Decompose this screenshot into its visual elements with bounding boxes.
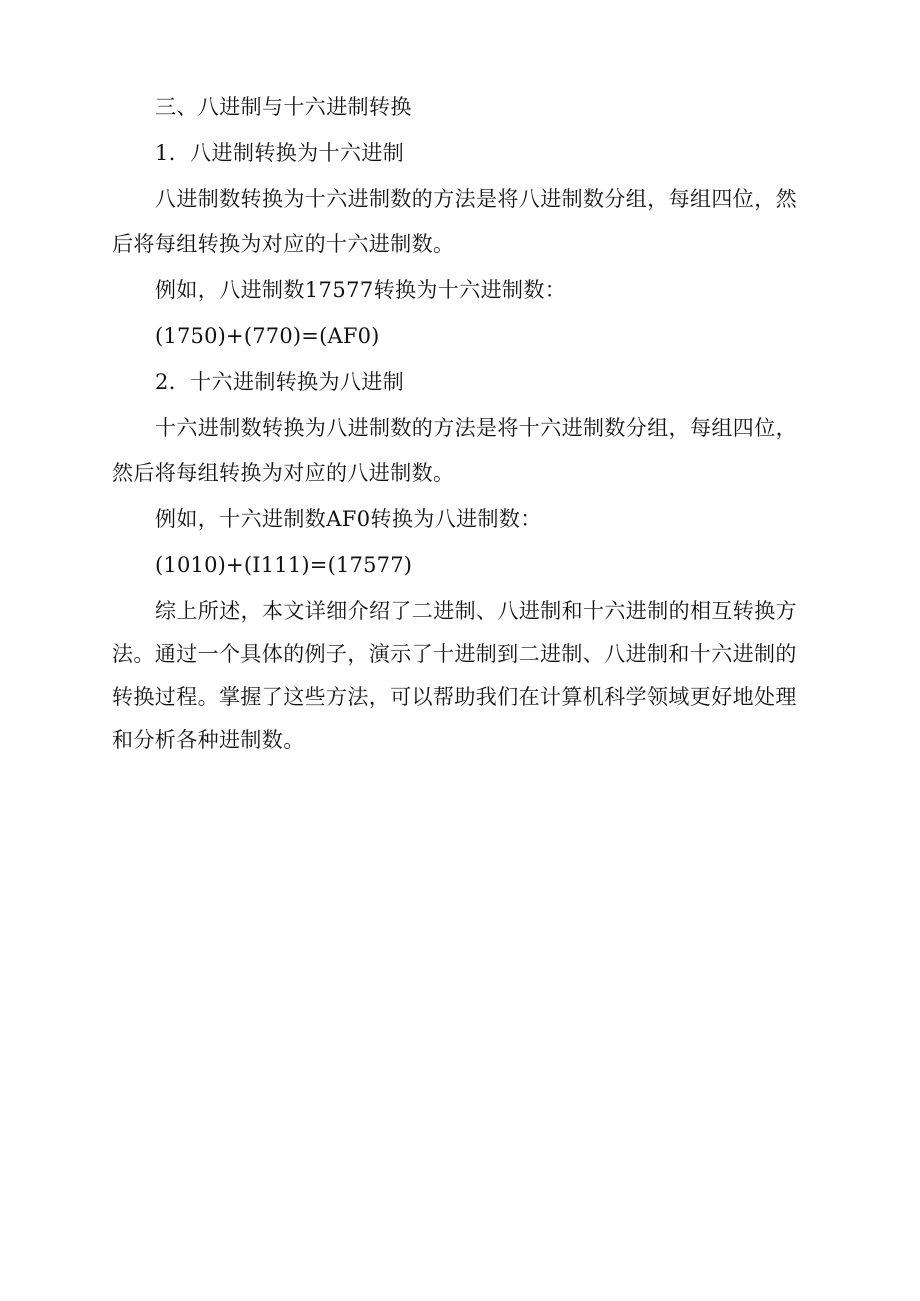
section-heading: 三、八进制与十六进制转换 [155, 95, 412, 119]
subsection-1-paragraph-line-2: 后将每组转换为对应的十六进制数。 [112, 232, 455, 256]
subsection-1-formula: (1750)+(770)=(AF0) [155, 324, 380, 348]
subsection-2-paragraph-line-1: 十六进制数转换为八进制数的方法是将十六进制数分组，每组四位， [155, 416, 797, 440]
subsection-1-example: 例如，八进制数17577转换为十六进制数： [155, 278, 567, 302]
document-content [112, 92, 812, 771]
conclusion-paragraph [112, 596, 812, 756]
subsection-1-paragraph-line-1: 八进制数转换为十六进制数的方法是将八进制数分组，每组四位，然 [155, 187, 797, 211]
subsection-2-example: 例如，十六进制数AF0转换为八进制数： [155, 507, 542, 531]
subsection-2-paragraph-line-2: 然后将每组转换为对应的八进制数。 [112, 461, 455, 485]
subsection-2-heading: 2．十六进制转换为八进制 [155, 370, 405, 394]
conclusion-line-2: 法。通过一个具体的例子，演示了十进制到二进制、八进制和十六进制的 [112, 642, 797, 666]
conclusion-line-1: 综上所述，本文详细介绍了二进制、八进制和十六进制的相互转换方 [155, 599, 797, 623]
subsection-1-paragraph [112, 184, 812, 260]
conclusion-line-4: 和分析各种进制数。 [112, 728, 305, 752]
subsection-1-heading: 1．八进制转换为十六进制 [155, 141, 405, 165]
conclusion-line-3: 转换过程。掌握了这些方法，可以帮助我们在计算机科学领域更好地处理 [112, 685, 797, 709]
subsection-2-paragraph [112, 413, 812, 489]
subsection-2-formula: (1010)+(I111)=(17577) [155, 553, 413, 577]
